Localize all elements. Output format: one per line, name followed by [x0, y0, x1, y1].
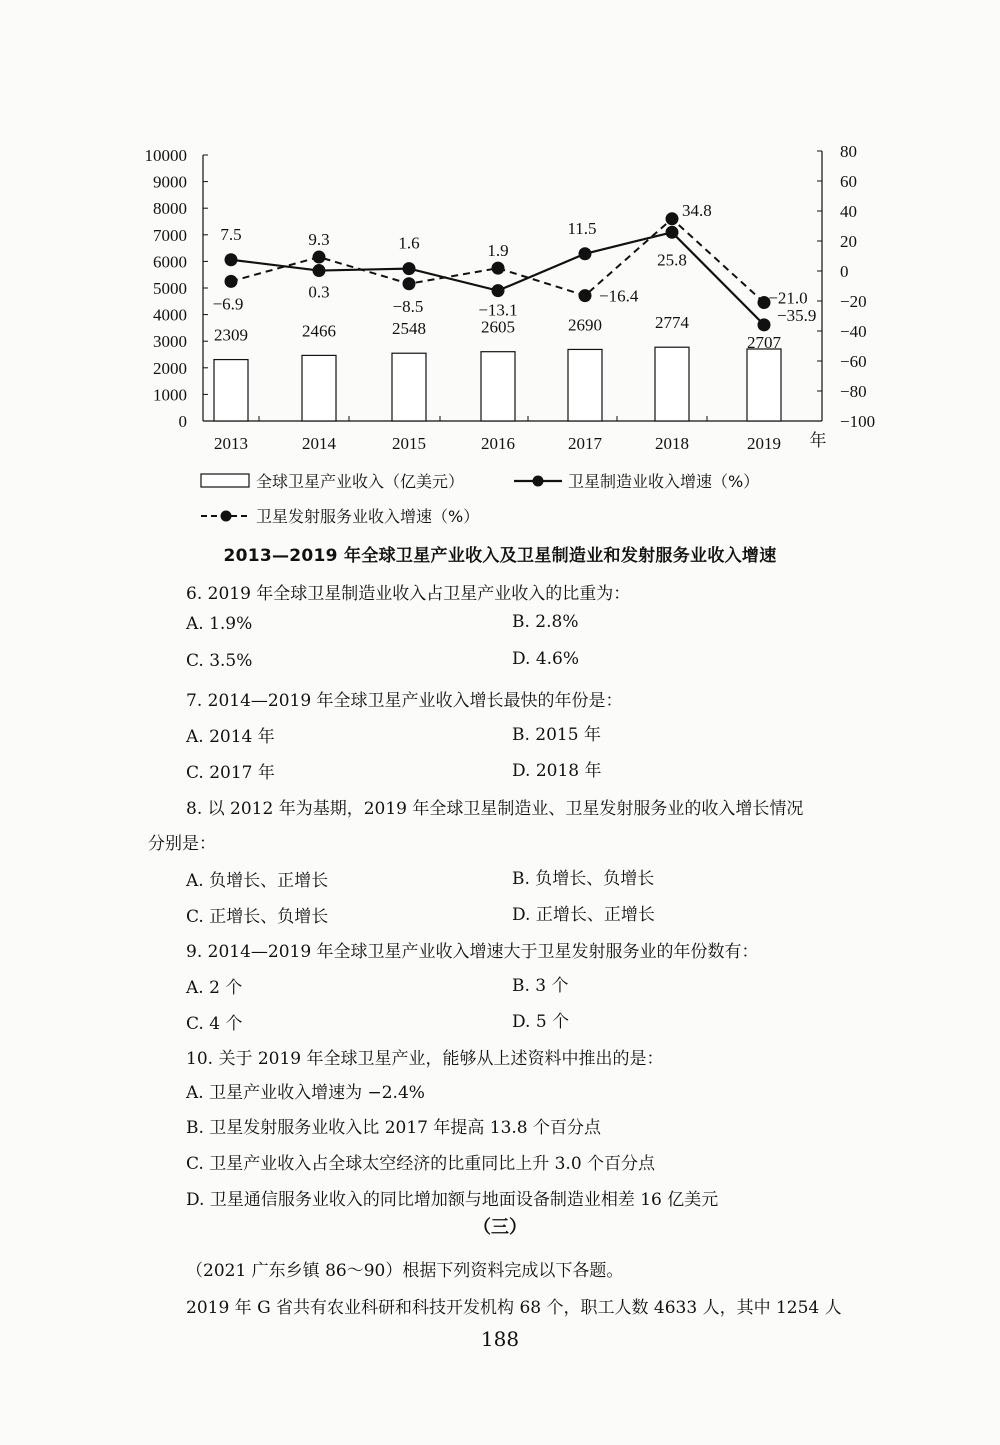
q10-option-b: B. 卫星发射服务业收入比 2017 年提高 13.8 个百分点 — [186, 1118, 602, 1138]
solid-point — [313, 264, 326, 277]
q8-option-b: B. 负增长、负增长 — [512, 869, 655, 889]
right-tick-label: −100 — [840, 412, 876, 431]
q9-option-b: B. 3 个 — [512, 976, 569, 996]
x-tick-label: 2014 — [302, 434, 336, 453]
left-tick-label: 3000 — [153, 332, 187, 352]
q10-stem: 10. 关于 2019 年全球卫星产业，能够从上述资料中推出的是： — [186, 1049, 664, 1069]
x-tick-label: 2015 — [392, 434, 426, 453]
bar-data-label: 2309 — [214, 325, 248, 345]
q7-option-b: B. 2015 年 — [512, 725, 601, 745]
bar-data-label: 2548 — [392, 319, 426, 339]
q10-option-c: C. 卫星产业收入占全球太空经济的比重同比上升 3.0 个百分点 — [186, 1154, 656, 1174]
data-labels — [213, 201, 817, 352]
legend-solid-label: 卫星制造业收入增速（%） — [568, 472, 760, 491]
right-tick-label: 0 — [840, 262, 849, 281]
left-tick-label: 1000 — [153, 385, 187, 405]
chart-title: 2013—2019 年全球卫星产业收入及卫星制造业和发射服务业收入增速 — [223, 546, 777, 566]
solid-data-label: 1.6 — [398, 233, 420, 253]
dashed-data-label: −16.4 — [599, 286, 639, 306]
dashed-point — [579, 289, 592, 302]
bar-data-label: 2690 — [568, 315, 602, 335]
right-tick-label: −20 — [840, 292, 867, 311]
q7-option-a: A. 2014 年 — [186, 727, 275, 747]
bar — [214, 360, 248, 421]
right-tick-label: −80 — [840, 382, 867, 401]
right-tick-label: 60 — [840, 172, 857, 191]
legend-bar-label: 全球卫星产业收入（亿美元） — [256, 472, 465, 491]
bar-data-label: 2605 — [481, 317, 515, 337]
section-title: （三） — [473, 1217, 527, 1238]
left-tick-label: 10000 — [144, 146, 187, 165]
legend — [201, 472, 759, 526]
solid-data-label: −13.1 — [478, 300, 518, 320]
bar-data-label: 2707 — [747, 332, 781, 352]
dashed-data-label: −21.0 — [768, 288, 808, 308]
solid-data-label: 11.5 — [567, 218, 597, 238]
dashed-point — [313, 251, 326, 264]
x-tick-label: 2019 — [747, 434, 781, 453]
section-intro: （2021 广东乡镇 86～90）根据下列资料完成以下各题。 — [186, 1261, 624, 1281]
solid-point — [758, 318, 771, 331]
legend-dashed-label: 卫星发射服务业收入增速（%） — [256, 507, 480, 526]
dashed-data-label: 9.3 — [308, 230, 330, 250]
section-text: 2019 年 G 省共有农业科研和科技开发机构 68 个，职工人数 4633 人，其中 1254 人 — [186, 1298, 842, 1318]
q6-option-d: D. 4.6% — [512, 649, 580, 669]
solid-data-label: 0.3 — [308, 282, 330, 302]
x-unit-label: 年 — [809, 431, 827, 450]
solid-data-label: 25.8 — [657, 250, 687, 270]
x-tick-label: 2017 — [568, 434, 602, 453]
q9-option-d: D. 5 个 — [512, 1012, 570, 1032]
legend-bar-swatch — [201, 474, 249, 487]
dashed-data-label: 1.9 — [487, 241, 509, 261]
left-tick-label: 2000 — [153, 358, 187, 378]
q6-option-a: A. 1.9% — [186, 614, 253, 634]
q8-option-d: D. 正增长、正增长 — [512, 905, 655, 925]
left-tick-label: 6000 — [153, 252, 187, 272]
dashed-point — [492, 262, 505, 275]
page-number: 188 — [480, 1327, 520, 1351]
bar — [302, 355, 336, 421]
dashed-point — [225, 275, 238, 288]
q8-stem-cont: 分别是： — [148, 834, 216, 854]
q7-option-c: C. 2017 年 — [186, 763, 275, 783]
dashed-data-label: 34.8 — [682, 200, 712, 220]
left-tick-label: 9000 — [153, 172, 187, 192]
dashed-data-label: −8.5 — [392, 296, 424, 316]
q8-stem: 8. 以 2012 年为基期，2019 年全球卫星制造业、卫星发射服务业的收入增长情况 — [186, 799, 804, 819]
bar-data-label: 2774 — [655, 313, 689, 333]
x-tick-label: 2013 — [214, 434, 248, 453]
chart — [0, 0, 1000, 535]
solid-point — [579, 247, 592, 260]
legend-dashed-marker — [221, 511, 232, 522]
q10-option-d: D. 卫星通信服务业收入的同比增加额与地面设备制造业相差 16 亿美元 — [186, 1190, 719, 1210]
q9-option-a: A. 2 个 — [186, 978, 243, 998]
left-tick-label: 0 — [178, 412, 187, 431]
q10-option-a: A. 卫星产业收入增速为 −2.4% — [186, 1083, 425, 1103]
q8-option-a: A. 负增长、正增长 — [186, 871, 329, 891]
q6-stem: 6. 2019 年全球卫星制造业收入占卫星产业收入的比重为： — [186, 584, 631, 604]
solid-data-label: −35.9 — [777, 305, 817, 325]
q9-stem: 9. 2014—2019 年全球卫星产业收入增速大于卫星发射服务业的年份数有： — [186, 942, 759, 962]
solid-data-label: 7.5 — [220, 224, 242, 244]
dashed-point — [666, 212, 679, 225]
q8-option-c: C. 正增长、负增长 — [186, 907, 329, 927]
left-tick-label: 7000 — [153, 225, 187, 245]
right-tick-label: −40 — [840, 322, 867, 341]
right-tick-label: 20 — [840, 232, 857, 251]
bar — [747, 349, 781, 421]
right-tick-label: 80 — [840, 142, 857, 161]
q7-option-d: D. 2018 年 — [512, 761, 602, 781]
solid-point — [403, 262, 416, 275]
right-tick-label: 40 — [840, 202, 857, 221]
legend-solid-marker — [533, 476, 544, 487]
bar — [481, 352, 515, 421]
left-tick-label: 5000 — [153, 279, 187, 298]
x-tick-label: 2016 — [481, 434, 515, 453]
bar — [392, 353, 426, 421]
bar — [568, 349, 602, 421]
right-tick-label: −60 — [840, 352, 867, 371]
solid-point — [492, 284, 505, 297]
q9-option-c: C. 4 个 — [186, 1014, 243, 1034]
left-tick-label: 4000 — [153, 305, 187, 325]
dashed-point — [403, 277, 416, 290]
bar-data-label: 2466 — [302, 321, 336, 341]
q7-stem: 7. 2014—2019 年全球卫星产业收入增长最快的年份是： — [186, 691, 623, 711]
dashed-data-label: −6.9 — [212, 294, 244, 314]
q6-option-b: B. 2.8% — [512, 612, 579, 632]
x-tick-label: 2018 — [655, 434, 689, 453]
bar — [655, 347, 689, 421]
bar-series — [214, 347, 781, 421]
q6-option-c: C. 3.5% — [186, 651, 253, 671]
left-tick-label: 8000 — [153, 199, 187, 219]
solid-point — [666, 226, 679, 239]
solid-point — [225, 253, 238, 266]
